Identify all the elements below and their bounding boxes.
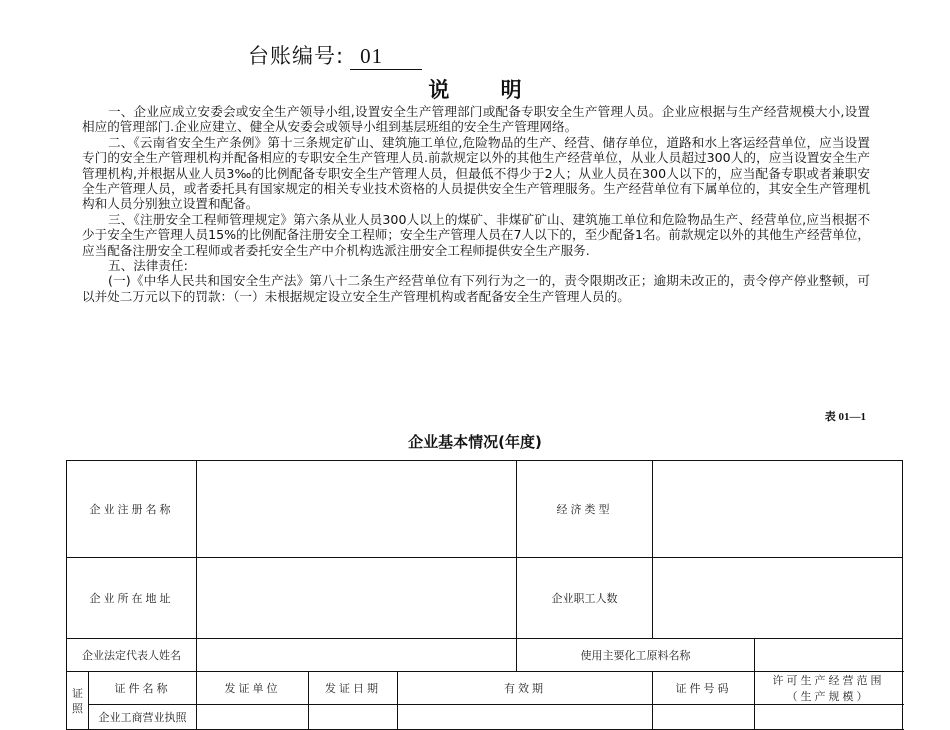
cert-issuer-field[interactable] (197, 705, 309, 730)
ledger-number (248, 40, 422, 70)
employees-label: 企业职工人数 (517, 558, 653, 639)
table-row (67, 705, 903, 730)
cert-header-number: 证件号码 (653, 672, 755, 705)
cert-row-business-license: 企业工商营业执照 (89, 705, 197, 730)
table-row (67, 639, 903, 672)
paragraph-5: 五、法律责任: (108, 258, 188, 274)
paragraph-3: 三、《注册安全工程师管理规定》第六条从业人员300人以上的煤矿、非煤矿矿山、建筑施工单位和危险物品生产、经营单位,应当根据不少于安全生产管理人员15%的比例配备注册安全工程师；安全生产管理人员在7人以下的，至少配备1名。前款规定以外的其他生产经营单位，应当配备注册安全工程师或者委托安全生产中介机构选派注册安全工程师提供安全生产服务. (82, 211, 870, 258)
paragraph-1: 一、企业应成立安委会或安全生产领导小组,设置安全生产管理部门或配备专职安全生产管理人员。企业应根据与生产经营规模大小,设置相应的管理部门.企业应建立、健全从安委会或领导小组到基层班组的安全生产管理网络。 (82, 104, 870, 135)
legal-rep-label: 企业法定代表人姓名 (67, 639, 197, 672)
cert-header-name: 证件名称 (89, 672, 197, 705)
employees-field[interactable] (653, 558, 903, 639)
chemicals-label: 使用主要化工原料名称 (517, 639, 755, 672)
cert-scope-field[interactable] (755, 705, 903, 730)
econ-type-field[interactable] (653, 461, 903, 558)
table-number: 表 01—1 (824, 411, 866, 423)
enterprise-info-table (66, 460, 903, 730)
legal-rep-field[interactable] (197, 639, 517, 672)
paragraph-2: 二、《云南省安全生产条例》第十三条规定矿山、建筑施工单位,危险物品的生产、经营、储存单位，道路和水上客运经营单位，应当设置专门的安全生产管理机构并配备相应的专职安全生产管理人员.前款规定以外的其他生产经营单位，从业人员超过300人的，应当设置安全生产管理机构,并根据从业人员3‰的比例配备专职安全生产管理人员，但最低不得少于2人；从业人员在300人以下的，应当配备专职或者兼职安全生产管理人员，或者委托具有国家规定的相关专业技术资格的人员提供安全生产管理服务。生产经营单位有下属单位的，其安全生产管理机构和人员分别独立设置和配备。 (82, 134, 870, 212)
cert-number-field[interactable] (653, 705, 755, 730)
chemicals-field[interactable] (755, 639, 903, 672)
econ-type-label: 经济类型 (517, 461, 653, 558)
table-title: 企业基本情况(年度) (408, 433, 542, 451)
ledger-label: 台账编号: (248, 44, 345, 68)
reg-name-field[interactable] (197, 461, 517, 558)
cert-header-scope: 许可生产经营范围（生产规模） (755, 672, 903, 705)
paragraph-5-1: (一)《中华人民共和国安全生产法》第八十二条生产经营单位有下列行为之一的，责令限期改正；逾期未改正的，责令停产停业整顿，可以并处二万元以下的罚款：（一）未根据规定设立安全生产管理机构或者配备安全生产管理人员的。 (82, 273, 870, 304)
document-title: 说 明 (428, 77, 544, 102)
cert-validity-field[interactable] (398, 705, 653, 730)
table-row (67, 558, 903, 639)
table-row (67, 672, 903, 705)
cert-date-field[interactable] (309, 705, 398, 730)
cert-header-date: 发证日期 (309, 672, 398, 705)
cert-header-validity: 有效期 (398, 672, 653, 705)
cert-header-issuer: 发证单位 (197, 672, 309, 705)
explanation-body (82, 104, 870, 304)
address-field[interactable] (197, 558, 517, 639)
reg-name-label: 企业注册名称 (67, 461, 197, 558)
table-row (67, 461, 903, 558)
cert-side-label: 证照 (67, 672, 89, 730)
ledger-number-value: 01 (350, 44, 422, 70)
address-label: 企业所在地址 (67, 558, 197, 639)
